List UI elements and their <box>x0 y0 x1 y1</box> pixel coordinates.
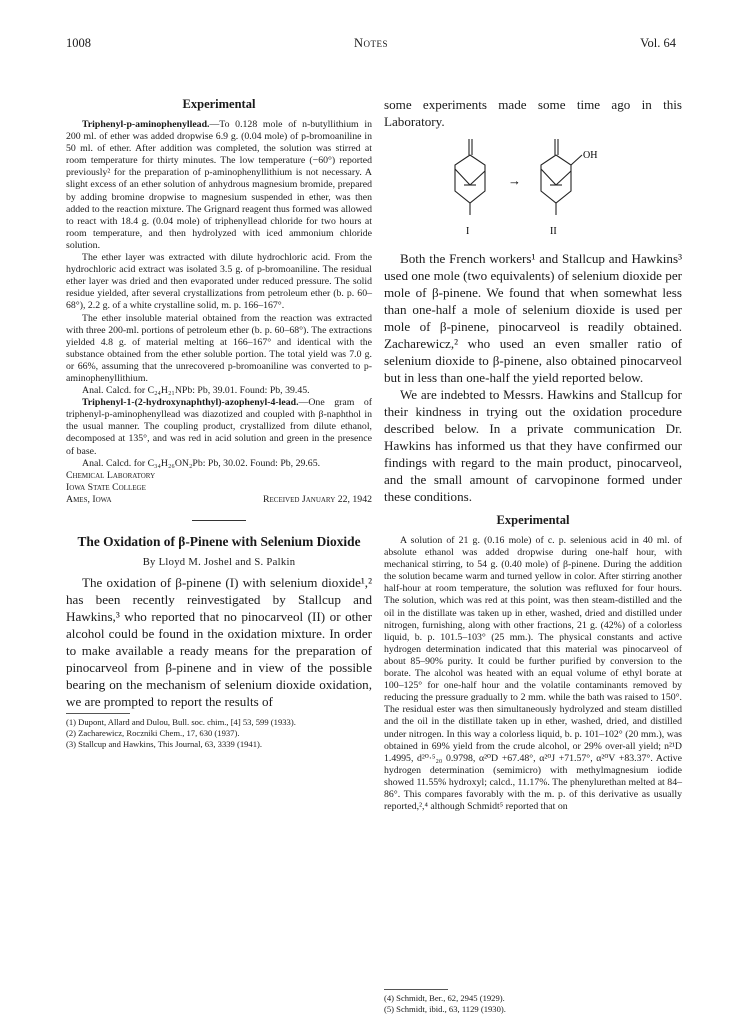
structure-I <box>455 139 485 215</box>
footnotes-right <box>384 986 682 1015</box>
section-divider <box>192 520 246 521</box>
footnote: (5) Schmidt, ibid., 63, 1129 (1930). <box>384 1004 506 1014</box>
intro-paragraph: The oxidation of β-pinene (I) with selenium dioxide¹,² has been recently reinvestigated by Stallcup and Hawkins,³ who reported that no pinocarveol (II) or other alcohol could be found in the oxidation mixture. In order to make available a ready means for the preparation of pinocarveol from β-pinene and in view of the possible bearing on the mechanism of selenium dioxide oxidation, we are prompted to report the results of <box>66 574 372 709</box>
volume-label: Vol. 64 <box>640 36 676 50</box>
paragraph-text: —To 0.128 mole of n-butyllithium in 200 ml. of ether was added dropwise 6.9 g. (0.04 mole) of p-bromoaniline in 50 ml. of ether. After addition was completed, the solution was stirred at room temperature for thirty minutes. The low temperature (−60°) reported previously² for the preparation of p-aminophenyllithium is not necessary. A slight excess of an ether solution of anhydrous magnesium bromide, prepared by adding bromine dropwise to magnesium suspended in ether, was then added to the reaction mixture. The Grignard reagent thus formed was allowed to react with 18.4 g. (0.04 mole) of triphenyllead chloride for two hours at room temperature, and then hydrolyzed with iced ammonium chloride solution. <box>66 119 372 251</box>
analysis-line-2: Anal. Calcd. for C₃₄H₂₆ON₂Pb: Pb, 30.02. Found: Pb, 29.65. <box>82 457 321 469</box>
footnotes-left <box>66 717 372 750</box>
paragraph-procedure: A solution of 21 g. (0.16 mole) of c. p. selenious acid in 40 ml. of absolute ethanol was added dropwise during one-half hour, with mechanical stirring, to 54 g. (0.40 mole) of β-pinene. During the addition the solution became warm and turned yellow in color. After stirring another half-hour at room temperature, the solution was refluxed for four hours. The solution, which was red at this point, was then steam-distilled and the oil in the distillate was taken up in ether, washed, dried and distilled under nitrogen, furnishing, along with other fractions, 21 g. (42%) of a colorless liquid, b. p. 101.5–103° (25 mm.). The physical constants and active hydrogen determination indicated that this material was pinocarveol of about 85–90% purity. It could be further purified by conversion to the borate. The alcohol was heated with an equal volume of ethyl borate at 100–125° for one-half hour and the volatile contaminants removed by reducing the pressure gradually to 2 mm. while the bath was raised to 150°. The residual ester was then simultaneously hydrolyzed and steam distilled and the oil in the distillate taken up in ether, washed, dried, and distilled under nitrogen. In this way a colorless liquid, b. p. 101–102° (20 mm.), was obtained in 69% yield from the crude alcohol, or 29% over-all yield; n²¹D 1.4995, d²⁰·⁵₂₀ 0.9798, α²⁰D +67.48°, α²⁰J +71.57°, α²⁰V +83.37°. Active hydrogen determination (semimicro) with methylmagnesium iodide showed 11.55% hydroxyl; calcd., 11.17%. The phenylurethan melted at 84–86°. This compares favorably with the m. p. of this derivative as usually reported,²,⁴ although Schmidt⁵ reported that on <box>384 535 682 813</box>
paragraph-azophenyl <box>66 397 372 457</box>
address-line: Iowa State College <box>66 481 146 493</box>
section-heading-experimental: Experimental <box>182 97 256 111</box>
paragraph-text: —One gram of triphenyl-p-aminophenyllead was diazotized and coupled with β-naphthol in the usual manner. The coupling product, crystallized from dilute ethanol, decomposed at 135°, and was red in acid solution and green in the presence of base. <box>66 397 372 457</box>
reaction-scheme <box>384 133 682 237</box>
paragraph-ether-layer: The ether layer was extracted with dilute hydrochloric acid. From the hydrochloric acid extract was isolated 3.5 g. of p-bromoaniline. The residual ether layer was dried and then evaporated under reduced pressure. The solid residue yielded, after several crystallizations from petroleum ether (b. p. 60–68°), 2.2 g. of a white crystalline solid, m. p. 166–167°. <box>66 252 372 312</box>
page-header <box>66 36 676 52</box>
footnote: (1) Dupont, Allard and Dulou, Bull. soc. chim., [4] 53, 599 (1933). <box>66 716 296 727</box>
address-line: Chemical Laboratory <box>66 469 156 481</box>
footnote: (2) Zacharewicz, Roczniki Chem., 17, 630 (1937). <box>66 727 240 738</box>
paragraph-aminophenyllead <box>66 119 372 252</box>
footnote-divider <box>384 989 448 990</box>
section-heading-experimental-2: Experimental <box>496 513 570 527</box>
paragraph-acknowledgment: We are indebted to Messrs. Hawkins and Stallcup for their kindness in trying out the oxidation procedure described below. In a private communication Dr. Hawkins has informed us that they have confirmed our findings with regard to the main product, pinocarveol, and the small amount of carvopinone formed under these conditions. <box>384 387 682 504</box>
article-title: The Oxidation of β-Pinene with Selenium Dioxide <box>77 533 361 549</box>
structure-II <box>541 139 582 215</box>
left-column <box>66 96 372 750</box>
analysis-line-1: Anal. Calcd. for C₂₄H₂₁NPb: Pb, 39.01. Found: Pb, 39.45. <box>82 385 310 397</box>
footnote-divider <box>66 713 130 714</box>
received-date: Received January 22, 1942 <box>262 493 372 505</box>
byline: By Lloyd M. Joshel and S. Palkin <box>142 556 296 568</box>
label-II: II <box>550 226 557 237</box>
hydroxyl-label: OH <box>583 150 598 161</box>
label-I: I <box>466 226 470 237</box>
footnote: (3) Stallcup and Hawkins, This Journal, 63, 3339 (1941). <box>66 738 263 749</box>
running-title: Notes <box>353 36 389 50</box>
continued-paragraph: some experiments made some time ago in this Laboratory. <box>384 97 682 129</box>
paragraph-insoluble-material: The ether insoluble material obtained from the reaction was extracted with three 200-ml. portions of petroleum ether (b. p. 60–68°). The extractions yielded 4.8 g. of material melting at 166–167° and identical with the substance obtained from the ether soluble portion. The total yield was 7.0 g. or 66%, assuming that the unrecovered p-bromoaniline was converted to p-aminophenyllithium. <box>66 312 372 384</box>
paragraph-french-workers: Both the French workers¹ and Stallcup and Hawkins³ used one mole (two equivalents) of selenium dioxide per mole of β-pinene. We found that when somewhat less than one-half a mole of selenium dioxide is used per mole of β-pinene, pinocarveol is readily obtained. Zacharewicz,² who used an even smaller ratio of selenium dioxide to β-pinene, also obtained pinocarveol but in less than one-half the yield reported below. <box>384 251 682 385</box>
page-number: 1008 <box>66 36 91 50</box>
address-line: Ames, Iowa <box>66 493 112 505</box>
reaction-arrow: → <box>508 173 521 188</box>
right-column <box>384 96 682 813</box>
address-block <box>66 470 372 506</box>
compound-name: Triphenyl-p-aminophenyllead. <box>82 119 210 130</box>
footnote: (4) Schmidt, Ber., 62, 2945 (1929). <box>384 993 505 1003</box>
compound-name-2: Triphenyl-1-(2-hydroxynaphthyl)-azophenyl-4-lead. <box>82 397 299 409</box>
